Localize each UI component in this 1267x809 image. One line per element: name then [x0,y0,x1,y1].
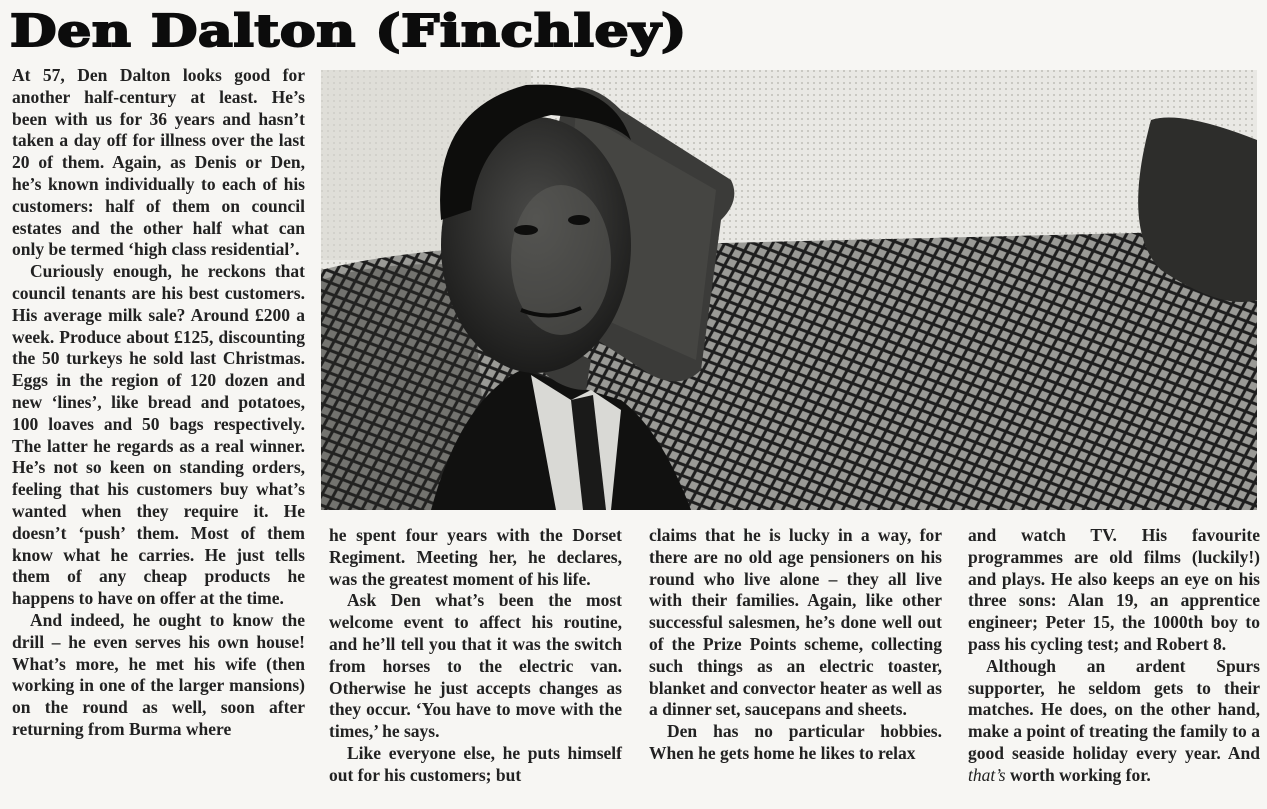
photo-illustration [321,70,1257,510]
paragraph: At 57, Den Dalton looks good for another half-century at least. He’s been with us for 36 years and hasn’t taken a day off for illness over the last 20 of them. Again, as Denis or Den, he’s known individually to each of his customers: half of them on council estates and the other half what can only be termed ‘high class residential’. [12,65,305,260]
article-headline: Den Dalton (Finchley) [10,6,688,57]
paragraph [968,656,1260,787]
text-column-1 [12,65,305,741]
paragraph-text: Although an ardent Spurs supporter, he seldom gets to their matches. He does, on the other hand, make a point of treating the family to a good seaside holiday every year. And [968,655,1260,763]
paragraph: claims that he is lucky in a way, for there are no old age pensioners on his round who live alone – they all live with their families. Again, like other successful salesmen, he’s done well out of the Prize Points scheme, collecting such things as an electric toaster, blanket and convector heater as well as a dinner set, saucepans and sheets. [649,525,942,720]
text-column-2 [329,525,622,787]
paragraph: Ask Den what’s been the most welcome event to affect his routine, and he’ll tell you that it was the switch from horses to the electric van. Otherwise he just accepts changes as they occur. ‘You have to move with the times,’ he says. [329,590,622,742]
paragraph: Like everyone else, he puts himself out for his customers; but [329,742,622,785]
paragraph: Curiously enough, he reckons that council tenants are his best customers. His average milk sale? Around £200 a week. Produce about £125, discounting the 50 turkeys he sold last Christmas. Eggs in the region of 120 dozen and new ‘lines’, like bread and potatoes, 100 loaves and 50 bags respectively. The latter he regards as a real winner. He’s not so keen on standing orders, feeling that his customers buy what’s wanted when they require it. He doesn’t ‘push’ them. Most of them know what he carries. He just tells them of any cheap products he happens to have on offer at the time. [12,261,305,609]
paragraph: And indeed, he ought to know the drill – he even serves his own house! What’s more, he met his wife (then working in one of the larger mansions) on the round as well, soon after returning from Burma where [12,609,305,739]
paragraph-text: worth working for. [1005,764,1151,785]
paragraph: he spent four years with the Dorset Regiment. Meeting her, he declares, was the greatest moment of his life. [329,525,622,589]
emphasis-text: that’s [968,764,1006,785]
text-column-4 [968,525,1260,787]
paragraph: Den has no particular hobbies. When he gets home he likes to relax [649,721,942,763]
text-column-3 [649,525,942,765]
portrait-photo [321,70,1257,510]
paragraph: and watch TV. His favourite programmes are old films (luckily!) and plays. He also keeps an eye on his three sons: Alan 19, an apprentice engineer; Peter 15, the 1000th boy to pass his cycling test; and Robert 8. [968,525,1260,654]
